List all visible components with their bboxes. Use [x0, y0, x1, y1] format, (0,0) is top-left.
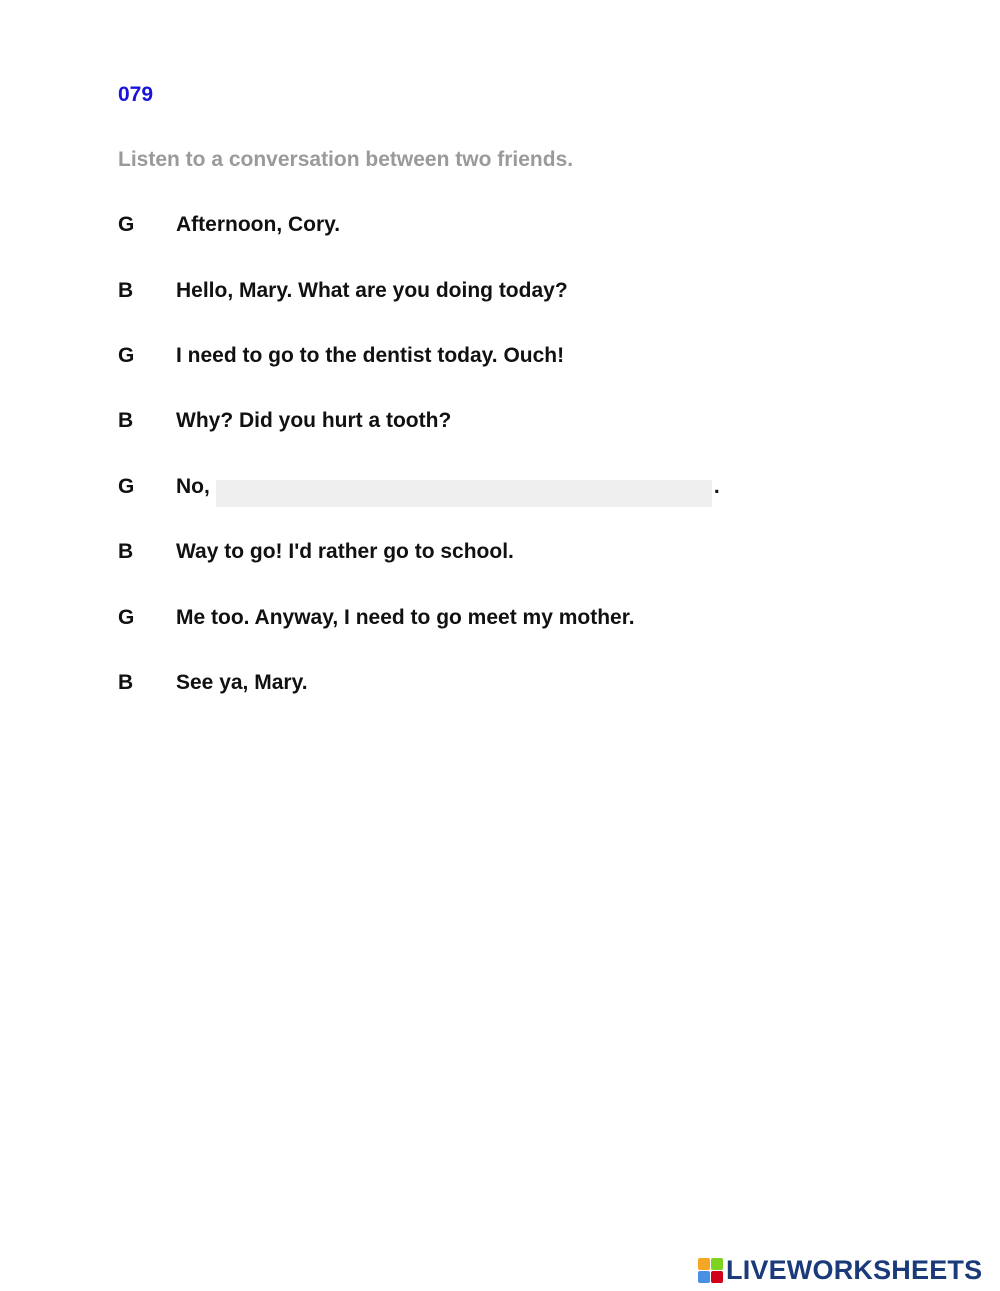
dialogue-text: Hello, Mary. What are you doing today?: [176, 279, 568, 302]
answer-input[interactable]: [216, 480, 712, 507]
logo-square: [711, 1271, 723, 1283]
speaker-label: G: [118, 475, 135, 498]
dialogue-text: [176, 475, 720, 507]
dialogue-text: Why? Did you hurt a tooth?: [176, 409, 452, 432]
logo-square: [698, 1271, 710, 1283]
dialogue-text: Way to go! I'd rather go to school.: [176, 540, 514, 563]
answer-prefix: No,: [176, 475, 210, 498]
speaker-label: B: [118, 540, 134, 563]
exercise-number: 079: [118, 83, 154, 106]
logo-mark-icon: [698, 1258, 723, 1283]
dialogue-text: Afternoon, Cory.: [176, 213, 341, 236]
instruction-text: Listen to a conversation between two friends.: [118, 148, 574, 171]
speaker-label: B: [118, 671, 134, 694]
logo-square: [711, 1258, 723, 1270]
speaker-label: G: [118, 606, 135, 629]
speaker-label: G: [118, 344, 135, 367]
dialogue-text: Me too. Anyway, I need to go meet my mother.: [176, 606, 635, 629]
speaker-label: B: [118, 409, 134, 432]
answer-suffix: .: [713, 475, 720, 498]
logo-text: LIVEWORKSHEETS: [726, 1255, 983, 1285]
speaker-label: B: [118, 279, 134, 302]
dialogue-text: See ya, Mary.: [176, 671, 308, 694]
dialogue-text: I need to go to the dentist today. Ouch!: [176, 344, 565, 367]
logo-square: [698, 1258, 710, 1270]
liveworksheets-logo: [698, 1255, 982, 1286]
speaker-label: G: [118, 213, 135, 236]
